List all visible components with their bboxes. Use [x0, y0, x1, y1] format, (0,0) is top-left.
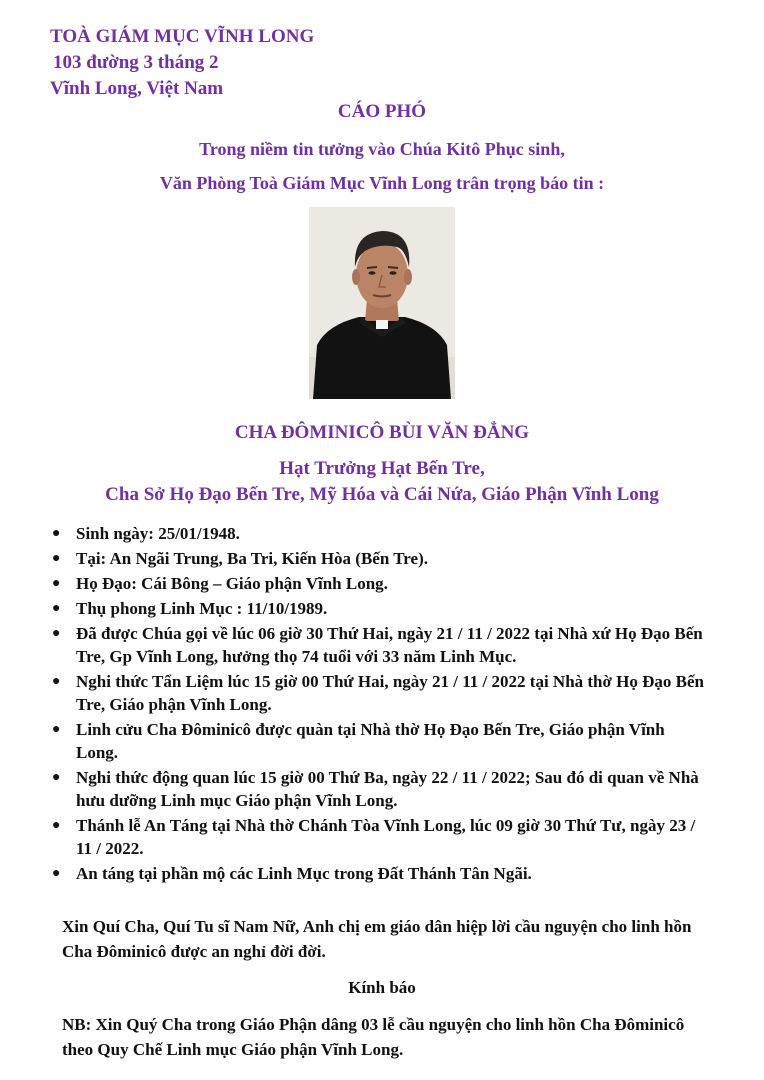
bullet-icon: ● — [52, 770, 61, 785]
fact-text: Sinh ngày: 25/01/1948. — [76, 524, 240, 543]
fact-ordination — [48, 597, 708, 620]
bullet-icon: ● — [52, 626, 61, 641]
note-paragraph: NB: Xin Quý Cha trong Giáo Phận dâng 03 lễ cầu nguyện cho linh hồn Cha Đôminicô theo Quy Chế Linh mục Giáo phận Vĩnh Long. — [62, 1015, 685, 1059]
prayer-request: Xin Quí Cha, Quí Tu sĩ Nam Nữ, Anh chị em giáo dân hiệp lời cầu nguyện cho linh hồn Cha Đôminicô được an nghỉ đời đời. — [62, 917, 692, 961]
fact-coffin-procession — [48, 766, 708, 812]
priest-portrait-photo — [309, 207, 455, 399]
fact-parish — [48, 572, 708, 595]
fact-funeral-mass — [48, 814, 708, 860]
bullet-icon: ● — [52, 601, 61, 616]
fact-text: Linh cửu Cha Đôminicô được quàn tại Nhà thờ Họ Đạo Bến Tre, Giáo phận Vĩnh Long. — [76, 720, 665, 762]
fact-shrouding-ceremony — [48, 670, 708, 716]
fact-text: Thụ phong Linh Mục : 11/10/1989. — [76, 599, 328, 618]
organization-name: TOÀ GIÁM MỤC VĨNH LONG — [50, 26, 315, 47]
bullet-icon: ● — [52, 674, 61, 689]
intro-line-2: Văn Phòng Toà Giám Mục Vĩnh Long trân trọng báo tin : — [159, 173, 605, 193]
fact-birth-date — [48, 522, 708, 545]
priest-role-line-2: Cha Sở Họ Đạo Bến Tre, Mỹ Hóa và Cái Nứa, Giáo Phận Vĩnh Long — [105, 484, 659, 505]
fact-text: Tại: An Ngãi Trung, Ba Tri, Kiến Hòa (Bến Tre). — [76, 549, 429, 568]
fact-text: Nghi thức động quan lúc 15 giờ 00 Thứ Ba, ngày 22 / 11 / 2022; Sau đó di quan về Nhà hưu dưỡng Linh mục Giáo phận Vĩnh Long. — [76, 768, 699, 810]
fact-text: Đã được Chúa gọi về lúc 06 giờ 30 Thứ Hai, ngày 21 / 11 / 2022 tại Nhà xứ Họ Đạo Bến Tre, Gp Vĩnh Long, hưởng thọ 74 tuổi với 33 năm Linh Mục. — [76, 624, 703, 666]
organization-address: 103 đường 3 tháng 2 — [53, 52, 219, 73]
bullet-icon: ● — [52, 866, 61, 881]
bullet-icon: ● — [52, 576, 61, 591]
organization-city: Vĩnh Long, Việt Nam — [50, 78, 224, 99]
fact-burial — [48, 862, 708, 885]
intro-line-1: Trong niềm tin tưởng vào Chúa Kitô Phục sinh, — [199, 139, 565, 159]
biography-facts-list — [48, 522, 708, 887]
sign-off: Kính báo — [348, 978, 416, 997]
fact-birth-place — [48, 547, 708, 570]
fact-text: Thánh lễ An Táng tại Nhà thờ Chánh Tòa Vĩnh Long, lúc 09 giờ 30 Thứ Tư, ngày 23 / 11 / 2022. — [76, 816, 696, 858]
fact-text: Nghi thức Tẩn Liệm lúc 15 giờ 00 Thứ Hai, ngày 21 / 11 / 2022 tại Nhà thờ Họ Đạo Bến Tre, Giáo phận Vĩnh Long. — [76, 672, 705, 714]
bullet-icon: ● — [52, 551, 61, 566]
bullet-icon: ● — [52, 818, 61, 833]
fact-death — [48, 622, 708, 668]
document-title: CÁO PHÓ — [337, 101, 427, 122]
bullet-icon: ● — [52, 526, 61, 541]
bullet-icon: ● — [52, 722, 61, 737]
fact-text: Họ Đạo: Cái Bông – Giáo phận Vĩnh Long. — [76, 574, 388, 593]
fact-lying-in-state — [48, 718, 708, 764]
priest-name: CHA ĐÔMINICÔ BÙI VĂN ĐẲNG — [234, 422, 530, 443]
fact-text: An táng tại phần mộ các Linh Mục trong Đất Thánh Tân Ngãi. — [76, 864, 532, 883]
portrait-illustration — [309, 207, 455, 399]
priest-role-line-1: Hạt Trưởng Hạt Bến Tre, — [279, 458, 485, 479]
letterhead — [50, 24, 314, 102]
